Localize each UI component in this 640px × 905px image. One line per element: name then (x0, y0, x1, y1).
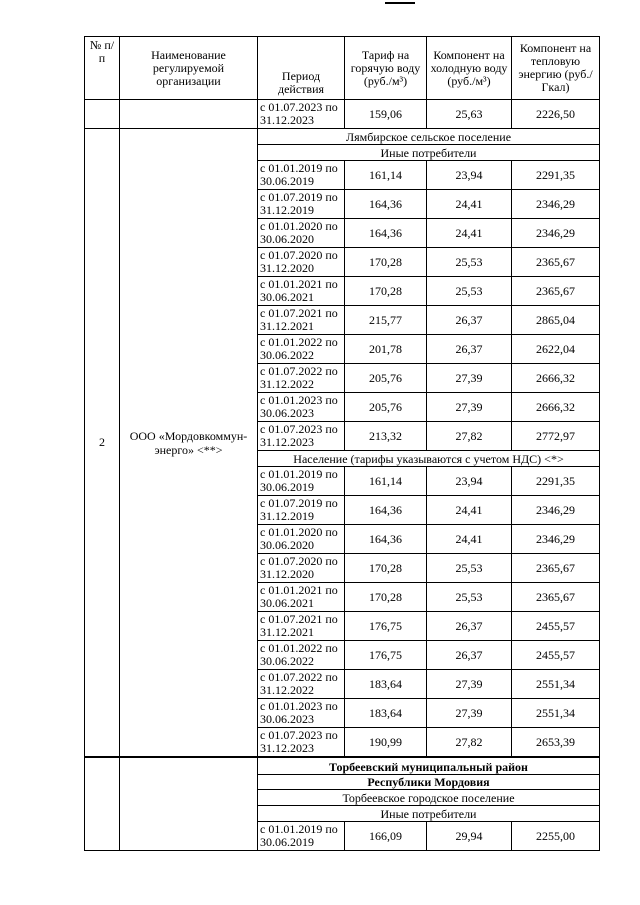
tariff-cell: 164,36 (345, 496, 427, 525)
cold-cell: 25,63 (427, 100, 512, 129)
cold-cell: 27,82 (427, 422, 512, 451)
heat-cell: 2666,32 (512, 364, 600, 393)
tariff-cell: 190,99 (345, 728, 427, 758)
tariff-cell: 201,78 (345, 335, 427, 364)
tariff-cell: 183,64 (345, 699, 427, 728)
cold-cell: 27,39 (427, 364, 512, 393)
cold-cell: 24,41 (427, 190, 512, 219)
heat-cell: 2346,29 (512, 219, 600, 248)
period-cell: с 01.07.2023 по 31.12.2023 (258, 422, 345, 451)
cold-cell: 25,53 (427, 248, 512, 277)
tariff-cell: 166,09 (345, 822, 427, 851)
heat-cell: 2365,67 (512, 554, 600, 583)
cold-cell: 23,94 (427, 467, 512, 496)
period-cell: с 01.01.2023 по 30.06.2023 (258, 393, 345, 422)
section-row (85, 129, 600, 145)
header-org: Наименование регулируемой организации (120, 37, 258, 100)
period-cell: с 01.01.2019 по 30.06.2019 (258, 822, 345, 851)
period-cell: с 01.01.2020 по 30.06.2020 (258, 525, 345, 554)
period-cell: с 01.07.2020 по 31.12.2020 (258, 248, 345, 277)
period-cell: с 01.07.2022 по 31.12.2022 (258, 364, 345, 393)
heat-cell: 2653,39 (512, 728, 600, 758)
header-tariff: Тариф на горячую воду (руб./м³) (345, 37, 427, 100)
cold-cell: 24,41 (427, 496, 512, 525)
section-row (85, 757, 600, 775)
cold-cell: 27,39 (427, 393, 512, 422)
cold-cell: 29,94 (427, 822, 512, 851)
section-subtitle: Иные потребители (258, 145, 600, 161)
tariff-cell: 164,36 (345, 525, 427, 554)
header-num: № п/п (85, 37, 120, 100)
tariff-cell: 205,76 (345, 364, 427, 393)
tariff-cell: 159,06 (345, 100, 427, 129)
cold-cell: 25,53 (427, 583, 512, 612)
cold-cell: 25,53 (427, 554, 512, 583)
heat-cell: 2551,34 (512, 699, 600, 728)
heat-cell: 2365,67 (512, 248, 600, 277)
period-cell: с 01.07.2019 по 31.12.2019 (258, 190, 345, 219)
heat-cell: 2365,67 (512, 277, 600, 306)
tariff-cell: 215,77 (345, 306, 427, 335)
tariff-table (84, 36, 600, 851)
heat-cell: 2346,29 (512, 525, 600, 554)
district-title-line2: Республики Мордовия (258, 775, 600, 790)
period-cell: с 01.01.2021 по 30.06.2021 (258, 583, 345, 612)
tariff-cell: 161,14 (345, 467, 427, 496)
org-number: 2 (85, 129, 120, 758)
district-title-line1: Торбеевский муниципальный район (258, 757, 600, 775)
period-cell: с 01.07.2019 по 31.12.2019 (258, 496, 345, 525)
cold-cell: 26,37 (427, 612, 512, 641)
org-name: ООО «Мордовкоммун-энерго» <**> (120, 129, 258, 758)
period-cell: с 01.07.2023 по 31.12.2023 (258, 728, 345, 758)
heat-cell: 2551,34 (512, 670, 600, 699)
cold-cell: 26,37 (427, 306, 512, 335)
section-subtitle: Иные потребители (258, 806, 600, 822)
heat-cell: 2622,04 (512, 335, 600, 364)
period-cell: с 01.07.2020 по 31.12.2020 (258, 554, 345, 583)
heat-cell: 2291,35 (512, 161, 600, 190)
tariff-cell: 170,28 (345, 248, 427, 277)
num-cell-empty (85, 100, 120, 129)
cold-cell: 27,39 (427, 699, 512, 728)
tariff-cell: 176,75 (345, 641, 427, 670)
table-row (85, 100, 600, 129)
header-cold: Компонент на холодную воду (руб./м³) (427, 37, 512, 100)
section-title: Торбеевское городское поселение (258, 790, 600, 806)
period-cell: с 01.01.2023 по 30.06.2023 (258, 699, 345, 728)
header-period: Период действия (258, 37, 345, 100)
tariff-cell: 170,28 (345, 277, 427, 306)
heat-cell: 2865,04 (512, 306, 600, 335)
heat-cell: 2226,50 (512, 100, 600, 129)
period-cell: с 01.01.2020 по 30.06.2020 (258, 219, 345, 248)
tariff-cell: 213,32 (345, 422, 427, 451)
tariff-cell: 170,28 (345, 583, 427, 612)
heat-cell: 2455,57 (512, 612, 600, 641)
num-cell-empty (85, 757, 120, 851)
tariff-cell: 170,28 (345, 554, 427, 583)
header-row (85, 37, 600, 100)
period-cell: с 01.07.2023 по 31.12.2023 (258, 100, 345, 129)
cold-cell: 26,37 (427, 335, 512, 364)
tariff-cell: 161,14 (345, 161, 427, 190)
heat-cell: 2772,97 (512, 422, 600, 451)
org-cell-empty (120, 757, 258, 851)
period-cell: с 01.01.2022 по 30.06.2022 (258, 335, 345, 364)
cold-cell: 25,53 (427, 277, 512, 306)
tariff-cell: 176,75 (345, 612, 427, 641)
cold-cell: 24,41 (427, 525, 512, 554)
header-heat: Компонент на тепловую энергию (руб./Гкал) (512, 37, 600, 100)
section-title: Население (тарифы указываются с учетом НДС) <*> (258, 451, 600, 467)
section-title: Лямбирское сельское поселение (258, 129, 600, 145)
period-cell: с 01.07.2021 по 31.12.2021 (258, 306, 345, 335)
cold-cell: 27,39 (427, 670, 512, 699)
heat-cell: 2291,35 (512, 467, 600, 496)
heat-cell: 2346,29 (512, 496, 600, 525)
period-cell: с 01.01.2021 по 30.06.2021 (258, 277, 345, 306)
org-cell-empty (120, 100, 258, 129)
cold-cell: 23,94 (427, 161, 512, 190)
tariff-cell: 205,76 (345, 393, 427, 422)
heat-cell: 2666,32 (512, 393, 600, 422)
period-cell: с 01.01.2019 по 30.06.2019 (258, 467, 345, 496)
heat-cell: 2365,67 (512, 583, 600, 612)
heat-cell: 2255,00 (512, 822, 600, 851)
period-cell: с 01.01.2019 по 30.06.2019 (258, 161, 345, 190)
top-rule (385, 2, 415, 4)
tariff-cell: 183,64 (345, 670, 427, 699)
heat-cell: 2346,29 (512, 190, 600, 219)
heat-cell: 2455,57 (512, 641, 600, 670)
cold-cell: 26,37 (427, 641, 512, 670)
tariff-cell: 164,36 (345, 219, 427, 248)
period-cell: с 01.07.2022 по 31.12.2022 (258, 670, 345, 699)
cold-cell: 24,41 (427, 219, 512, 248)
cold-cell: 27,82 (427, 728, 512, 758)
period-cell: с 01.07.2021 по 31.12.2021 (258, 612, 345, 641)
period-cell: с 01.01.2022 по 30.06.2022 (258, 641, 345, 670)
tariff-cell: 164,36 (345, 190, 427, 219)
